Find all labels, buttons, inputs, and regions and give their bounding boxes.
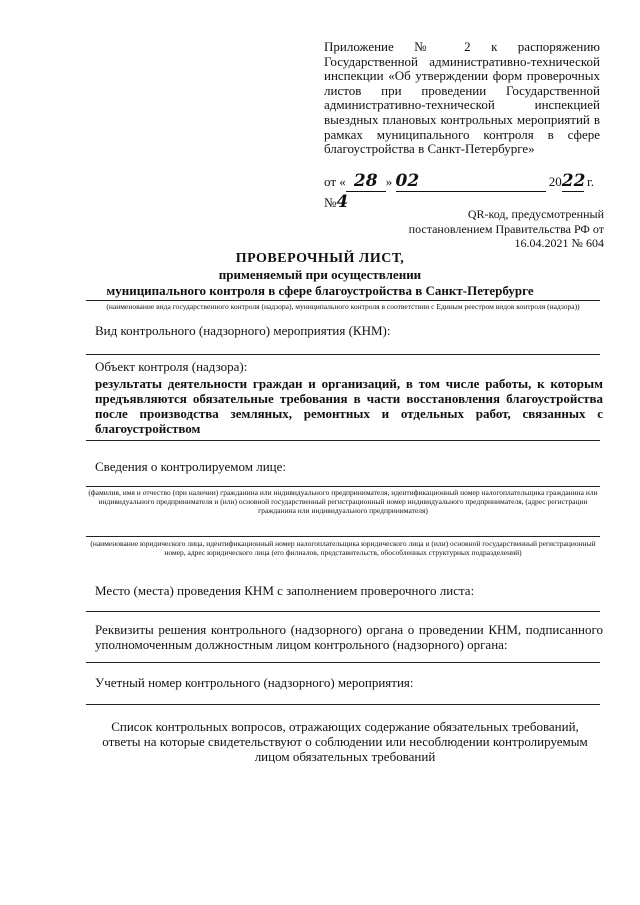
- date-month: 02: [396, 171, 546, 192]
- field-object-value: результаты деятельности граждан и организаций, в том числе работы, к которым предъявляются обязательные требования в части восстановления благоустройства после производства земляных, ремонтных и отдельных работ, связанных с благоустройством: [95, 376, 603, 436]
- divider: [86, 611, 600, 612]
- document-number: 4: [336, 192, 349, 212]
- checklist-heading: Список контрольных вопросов, отражающих содержание обязательных требований, ответы на которые свидетельствуют о соблюдении или несоблюдении контролируемым лицом обязательных требований: [102, 719, 588, 764]
- field-knm-type: Вид контрольного (надзорного) мероприятия (КНМ):: [95, 323, 391, 338]
- divider: [86, 704, 600, 705]
- field-decision: Реквизиты решения контрольного (надзорного) органа о проведении КНМ, подписанного уполномоченным должностным лицом контрольного (надзорного) органа:: [95, 622, 603, 652]
- document-subtitle: применяемый при осуществлении: [218, 267, 422, 282]
- caption-legal-entity: (наименование юридического лица, идентификационный номер налогоплательщика юридического лица и (или) основной государственный регистрационный номер, адрес юридического лица (его филиалов, представительств, обособленных структурных подразделений): [90, 539, 596, 557]
- appendix-note: Приложение № 2 к распоряжению Государственной административно-технической инспекции «Об утверждении форм проверочных листов при проведении Государственной административно-технической инспекцией выездных плановых контрольных мероприятий в рамках муниципального контроля в сфере благоустройства в Санкт-Петербурге»: [324, 39, 600, 157]
- caption-person: (фамилия, имя и отчество (при наличии) гражданина или индивидуального предпринимателя, идентификационный номер налогоплательщика гражданина или индивидуального предпринимателя и (или) основной государственный регистрационный номер индивидуального предпринимателя, (адрес регистрации гражданина или индивидуального предпринимателя): [88, 488, 598, 515]
- caption-control-type: (наименование вида государственного контроля (надзора), муниципального контроля в соответствии с Единым реестром видов контроля (надзора)): [106, 302, 580, 311]
- field-object: Объект контроля (надзора):: [95, 359, 248, 374]
- field-registry-number: Учетный номер контрольного (надзорного) мероприятия:: [95, 675, 414, 690]
- divider: [86, 662, 600, 663]
- document-date: от « 28 » 02 2022 г. №4: [324, 171, 595, 212]
- divider: [86, 300, 600, 301]
- field-place: Место (места) проведения КНМ с заполнением проверочного листа:: [95, 583, 475, 598]
- date-day: 28: [346, 171, 386, 192]
- document-title: ПРОВЕРОЧНЫЙ ЛИСТ,: [235, 251, 405, 266]
- divider: [86, 354, 600, 355]
- divider: [86, 536, 600, 537]
- field-controlled-person: Сведения о контролируемом лице:: [95, 459, 287, 474]
- date-year: 22: [561, 171, 586, 191]
- qr-code-note: QR-код, предусмотренный постановлением Правительства РФ от 16.04.2021 № 604: [408, 207, 604, 250]
- control-type-title: муниципального контроля в сфере благоустройства в Санкт-Петербурге: [106, 283, 534, 298]
- divider: [86, 440, 600, 441]
- divider: [86, 486, 600, 487]
